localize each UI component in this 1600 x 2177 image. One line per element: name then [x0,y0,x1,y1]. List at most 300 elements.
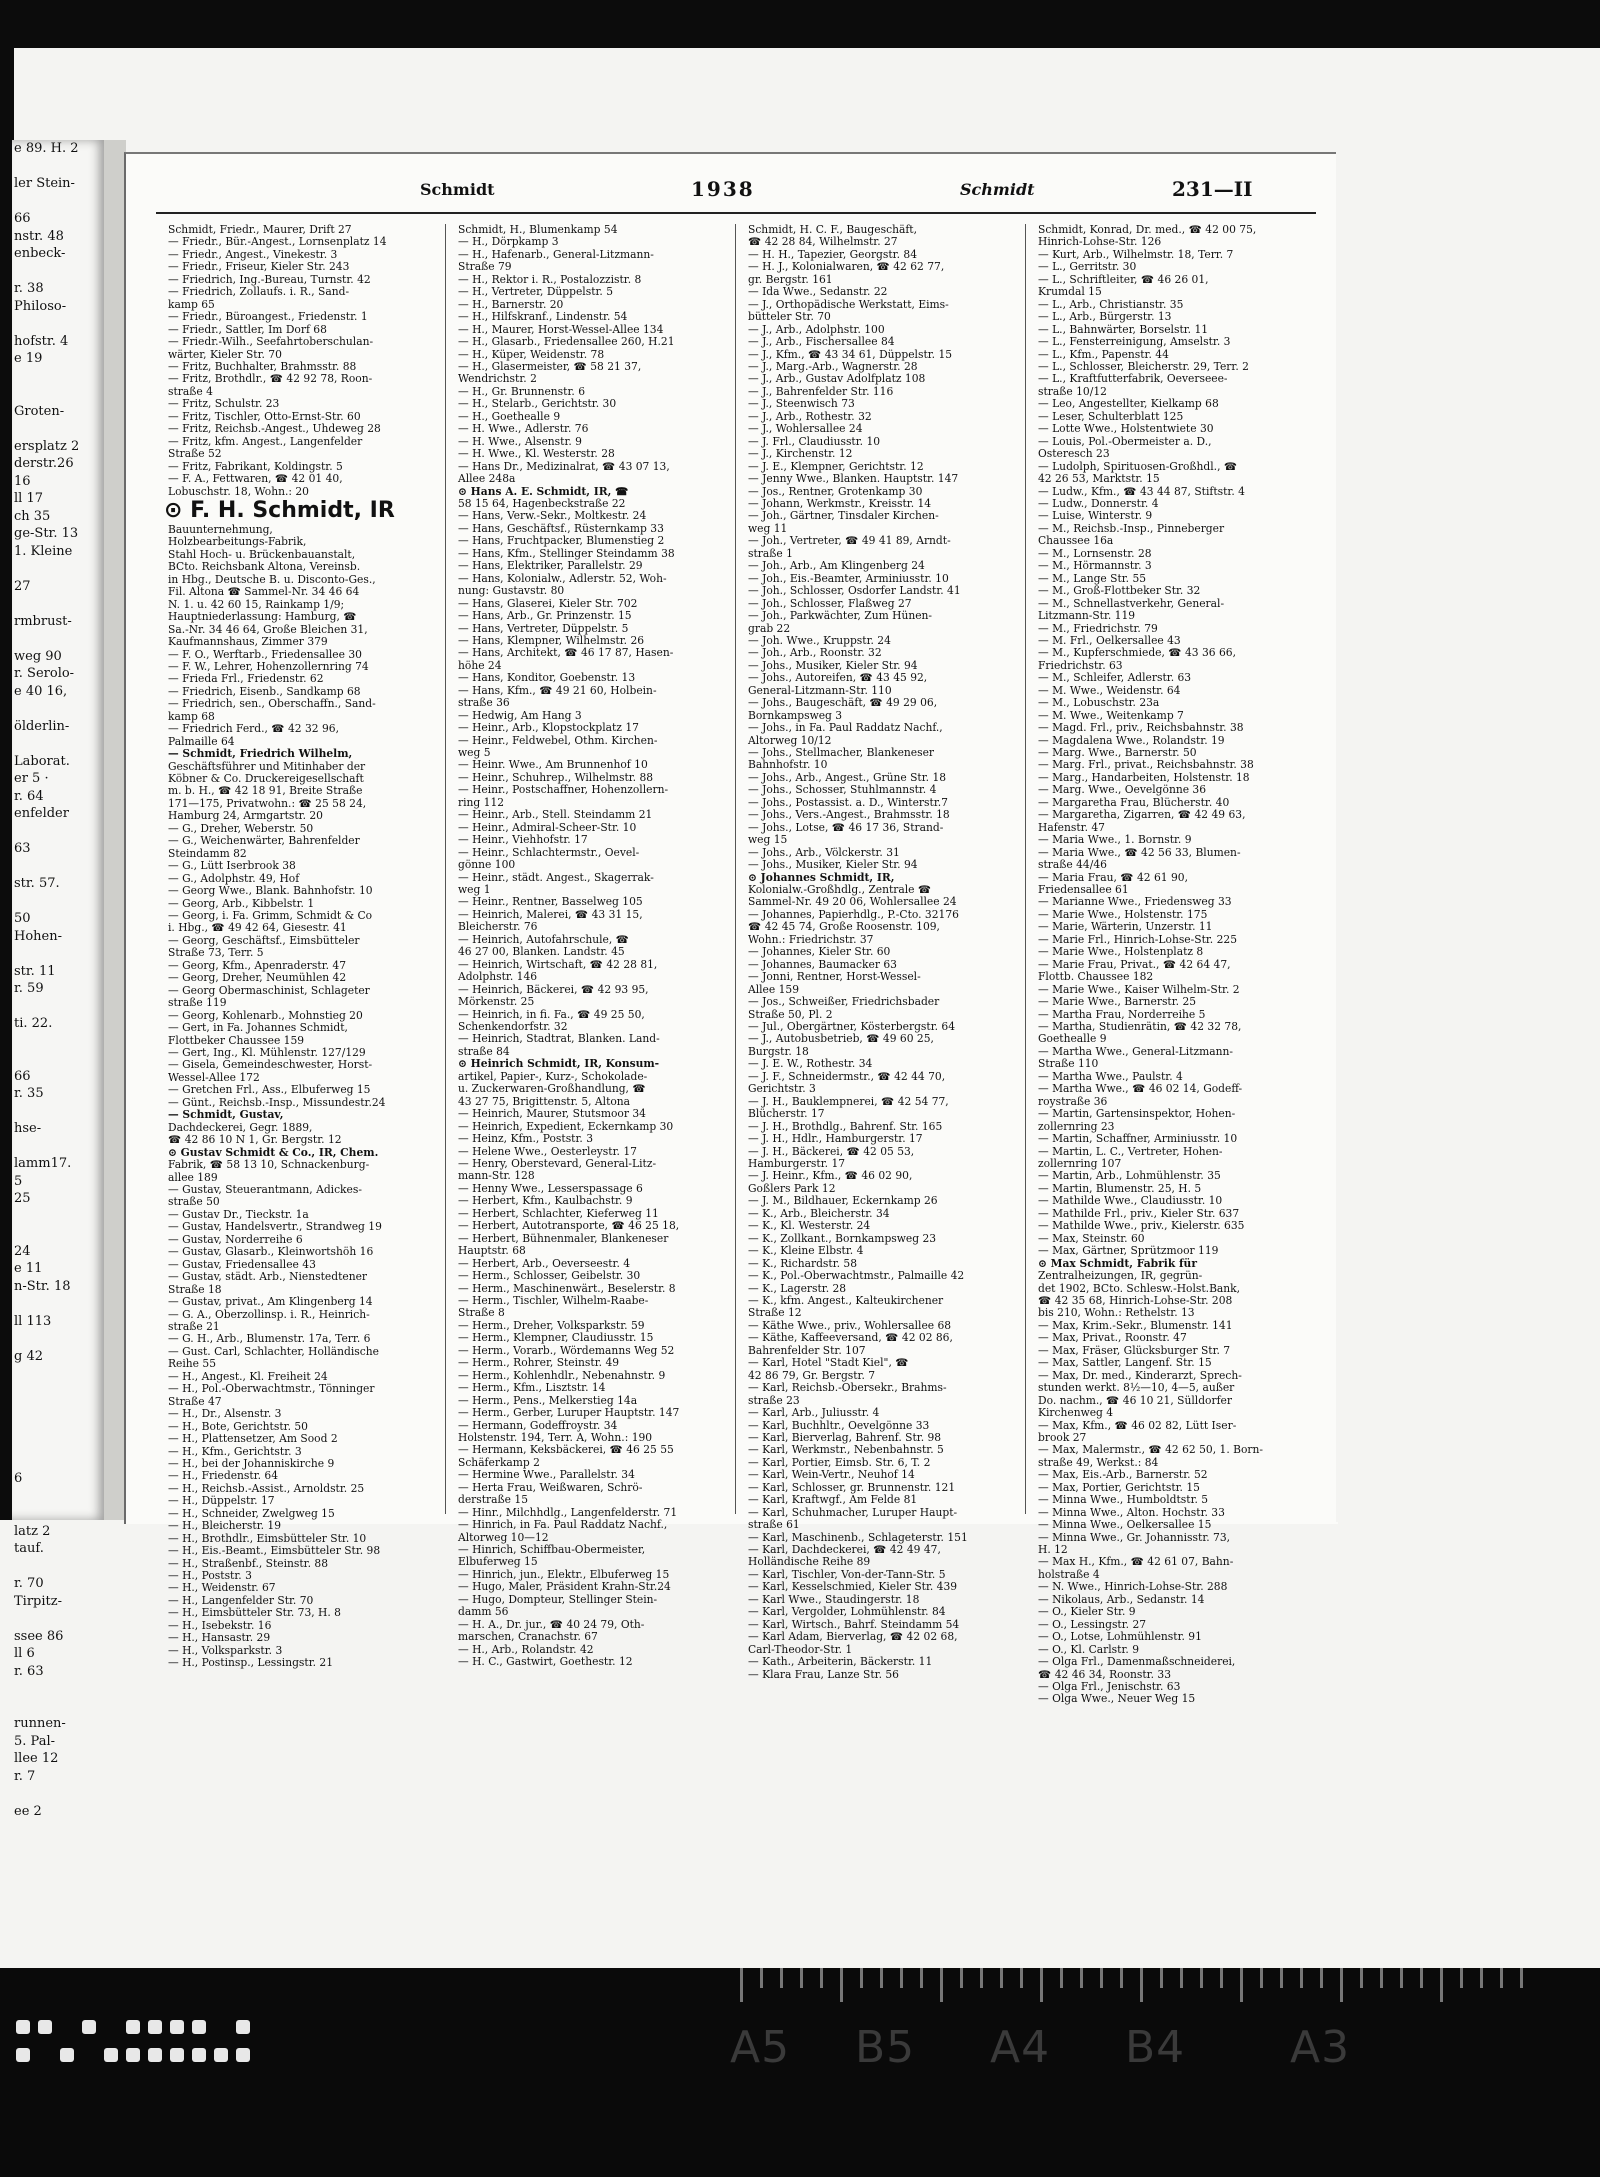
directory-entry: 42 86 79, Gr. Bergstr. 7 [748,1368,876,1382]
column-4 [1034,223,1315,1706]
directory-entry: — K., Kl. Westerstr. 24 [748,1219,871,1233]
previous-page-fragment [12,1855,107,1873]
directory-entry: — H., Arb., Rolandstr. 42 [458,1642,594,1656]
scale-tick [1160,1968,1163,1988]
directory-entry: — Herm., Gerber, Luruper Hauptstr. 147 [458,1406,680,1420]
directory-entry: — H., Isebekstr. 16 [168,1618,272,1632]
directory-entry: Hamburgerstr. 17 [748,1156,846,1170]
directory-entry: — M. Wwe., Weidenstr. 64 [1038,683,1181,697]
directory-entry: — Johs., Lotse, ☎ 46 17 36, Strand- [748,820,944,834]
directory-entry: — J., Kfm., ☎ 43 34 61, Düppelstr. 15 [748,347,953,361]
directory-entry: — Gustav Dr., Tieckstr. 1a [168,1207,309,1221]
previous-page-fragment: ll 6 [14,1646,35,1661]
directory-entry: — Margaretha, Zigarren, ☎ 42 49 63, [1038,808,1246,822]
previous-page-fragment [12,1435,107,1453]
directory-entry: — Käthe Wwe., priv., Wohlersallee 68 [748,1318,952,1332]
directory-entry: Stahl Hoch- u. Brückenbauanstalt, [168,547,356,561]
previous-page-fragment: r. 63 [14,1663,44,1679]
previous-page-fragment [12,700,107,718]
directory-entry: Straße 8 [458,1306,505,1320]
directory-entry: — M., Groß-Flottbeker Str. 32 [1038,584,1201,598]
directory-entry: — L., Fensterreinigung, Amselstr. 3 [1038,335,1231,349]
scale-tick [740,1968,743,2002]
directory-entry: — Joh., Eis.-Beamter, Arminiusstr. 10 [748,571,949,585]
directory-entry: — H. A., Dr. jur., ☎ 40 24 79, Oth- [458,1617,645,1631]
directory-entry: — Johannes, Kieler Str. 60 [748,945,891,959]
directory-entry: — Karl, Vergolder, Lohmühlenstr. 84 [748,1605,946,1619]
directory-entry: — H., Bleicherstr. 19 [168,1519,282,1533]
film-dot [170,2020,184,2034]
directory-entry: — Gustav, Handelsvertr., Strandweg 19 [168,1220,382,1234]
directory-entry: — Fritz, kfm. Angest., Langenfelder [168,434,363,448]
directory-entry: Wohn.: Friedrichstr. 37 [748,932,874,946]
scale-tick [1340,1968,1343,2002]
directory-entry: Straße 47 [168,1394,222,1408]
directory-entry: — Fritz, Schulstr. 23 [168,397,280,411]
film-dot [82,2020,96,2034]
scale-tick [840,1968,843,2002]
directory-entry: — M., Schleifer, Adlerstr. 63 [1038,671,1192,685]
directory-entry: — Friedrich Ferd., ☎ 42 32 96, [168,722,339,736]
directory-entry: kamp 65 [168,297,215,311]
film-dot [148,2020,162,2034]
directory-entry: — J. H., Brothdlg., Bahrenf. Str. 165 [748,1119,943,1133]
directory-entry: straße 119 [168,996,227,1010]
directory-entry: BCto. Reichsbank Altona, Vereinsb. [168,560,361,574]
directory-entry: — Gustav, Steuerantmann, Adickes- [168,1182,362,1196]
directory-entry: — Schmidt, Friedrich Wilhelm, [168,747,353,761]
directory-entry: Holländische Reihe 89 [748,1555,871,1569]
previous-page-fragment: Tirpitz- [14,1593,62,1609]
directory-entry: — Hermine Wwe., Parallelstr. 34 [458,1468,635,1482]
directory-entry: — Gisela, Gemeindeschwester, Horst- [168,1058,373,1072]
directory-entry: derstraße 15 [458,1493,528,1507]
directory-entry: — Hans, Klempner, Wilhelmstr. 26 [458,633,645,647]
directory-entry: Palmaille 64 [168,734,235,748]
directory-entry: — H., Küper, Weidenstr. 78 [458,347,605,361]
directory-entry: — M. Wwe., Weitenkamp 7 [1038,708,1184,722]
directory-entry: straße 49, Werkst.: 84 [1038,1455,1159,1469]
scale-tick [1480,1968,1483,1988]
directory-entry: — Herm., Kfm., Lisztstr. 14 [458,1381,606,1395]
directory-entry: — H., Bote, Gerichtstr. 50 [168,1419,308,1433]
directory-entry: Schenkendorfstr. 32 [458,1020,568,1033]
previous-page-fragment: r. 7 [14,1768,36,1784]
directory-entry: — Hedwig, Am Hang 3 [458,708,582,722]
directory-entry: — M., Reichsb.-Insp., Pinneberger [1038,521,1225,535]
directory-entry: — Karl, Schuhmacher, Luruper Haupt- [748,1505,958,1519]
directory-entry: — Johannes, Papierhdlg., P.-Cto. 32176 [748,907,959,921]
directory-entry: — H., Stelarb., Gerichtstr. 30 [458,397,617,411]
previous-page-fragment: 27 [14,578,31,594]
directory-entry: Hafenstr. 47 [1038,820,1105,834]
directory-entry: — Heinz, Kfm., Poststr. 3 [458,1132,594,1146]
directory-entry: — Herm., Pens., Melkerstieg 14a [458,1393,638,1407]
directory-entry: — H., Pol.-Oberwachtmstr., Tönninger [168,1382,375,1396]
directory-entry: — Johs., Vers.-Angest., Brahmsstr. 18 [748,808,950,822]
directory-entry: zollernring 23 [1038,1119,1115,1133]
directory-entry: — Hans, Glaserei, Kieler Str. 702 [458,596,638,610]
directory-entry: — L., Arb., Christianstr. 35 [1038,297,1184,311]
directory-entry: — Kath., Arbeiterin, Bäckerstr. 11 [748,1655,933,1669]
previous-page-fragment: tauf. [14,1541,44,1556]
previous-page-fragment [12,595,107,613]
scale-tick [1060,1968,1063,1988]
directory-entry: — Hinrich, in Fa. Paul Raddatz Nachf., [458,1518,668,1532]
previous-page-fragment: rmbrust- [14,613,72,629]
directory-entry: — Kurt, Arb., Wilhelmstr. 18, Terr. 7 [1038,247,1234,261]
directory-entry: — Jos., Schweißer, Friedrichsbader [748,995,940,1009]
directory-entry: — Hermann, Godeffroystr. 34 [458,1418,618,1432]
directory-entry: 46 27 00, Blanken. Landstr. 45 [458,945,625,959]
directory-entry: — Lotte Wwe., Holstentwiete 30 [1038,422,1214,436]
previous-page-fragment [12,420,107,438]
directory-entry: zollernring 107 [1038,1156,1122,1170]
directory-entry: — Ludolph, Spirituosen-Großhdl., ☎ [1038,459,1238,473]
directory-entry: — Karl, Tischler, Von-der-Tann-Str. 5 [748,1567,946,1581]
directory-entry: — J., Arb., Fischersallee 84 [748,335,895,349]
directory-entry: — Karl, Hotel "Stadt Kiel", ☎ [748,1356,909,1370]
page-header [126,177,1338,204]
previous-page-fragment: e 19 [14,351,43,366]
directory-entry: — J. E., Klempner, Gerichtstr. 12 [748,459,924,473]
directory-entry: — G., Weichenwärter, Bahrenfelder [168,834,360,848]
directory-entry: — Klara Frau, Lanze Str. 56 [748,1667,899,1681]
directory-entry: — J., Steenwisch 73 [748,397,855,411]
directory-entry: — J., Marg.-Arb., Wagnerstr. 28 [748,359,918,373]
directory-entry: — Johs., Musiker, Kieler Str. 94 [748,858,918,872]
directory-entry: Flottb. Chaussee 182 [1038,970,1154,984]
directory-entry: Hauptstr. 68 [458,1244,526,1258]
directory-entry: — Max, Sattler, Langenf. Str. 15 [1038,1356,1212,1370]
directory-entry: — Hans, Verw.-Sekr., Moltkestr. 24 [458,509,647,523]
directory-entry: — J. H., Hdlr., Hamburgerstr. 17 [748,1132,923,1146]
directory-entry: — K., kfm. Angest., Kalteukirchener [748,1293,944,1307]
directory-entry: — Max, Dr. med., Kinderarzt, Sprech- [1038,1368,1242,1382]
scale-label: A5 [730,2022,791,2073]
directory-entry: Allee 248a [458,472,516,486]
directory-entry: — Herbert, Schlachter, Kieferweg 11 [458,1206,659,1220]
directory-entry: — H., Maurer, Horst-Wessel-Allee 134 [458,322,664,336]
directory-entry: — J., Bahrenfelder Str. 116 [748,384,894,398]
directory-entry: — M., Kupferschmiede, ☎ 43 36 66, [1038,646,1236,660]
film-dot [192,2048,206,2062]
scale-label: B5 [855,2022,916,2073]
directory-entry: — Gustav, Glasarb., Kleinwortshöh 16 [168,1245,374,1259]
book-gutter [104,140,126,1520]
directory-entry: — O., Lotse, Lohmühlenstr. 91 [1038,1630,1202,1644]
previous-page-fragment [12,945,107,963]
directory-entry: — K., Zollkant., Bornkampsweg 23 [748,1231,937,1245]
directory-entry: Bleicherstr. 76 [458,920,538,934]
directory-entry: — H., Eis.-Beamt., Eimsbütteler Str. 98 [168,1544,381,1558]
directory-entry: — Johs., Autoreifen, ☎ 43 45 92, [748,671,928,685]
directory-entry: — Magdalena Wwe., Rolandstr. 19 [1038,733,1225,747]
previous-page-fragment [12,560,107,578]
directory-entry: — H. H., Tapezier, Georgstr. 84 [748,247,918,261]
previous-page-fragment: enfelder [14,806,69,821]
directory-entry: — Heinrich, Expedient, Eckernkamp 30 [458,1119,674,1133]
directory-entry: ring 112 [458,795,505,809]
directory-entry: Straße 52 [168,447,222,461]
directory-entry: — Heinr., Postschaffner, Hohenzollern- [458,783,669,797]
directory-entry: Litzmann-Str. 119 [1038,609,1136,623]
scale-tick [900,1968,903,1988]
directory-entry: m. b. H., ☎ 42 18 91, Breite Straße [168,784,363,798]
previous-page-fragment: e 89. H. 2 [14,141,79,156]
directory-entry: ☎ 42 45 74, Große Roosenstr. 109, [748,920,940,934]
previous-page-fragment: 1. Kleine [14,543,73,559]
directory-entry: Köbner & Co. Druckereigesellschaft [168,772,364,786]
directory-entry: — Friedr., Büroangest., Friedenstr. 1 [168,310,368,324]
directory-entry: — Marg. Frl., privat., Reichsbahnstr. 38 [1038,758,1254,772]
directory-entry: — Herm., Maschinenwärt., Beselerstr. 8 [458,1281,676,1295]
directory-entry: — Jonni, Rentner, Horst-Wessel- [748,970,921,984]
directory-entry: — Friedr.-Wilh., Seefahrtoberschulan- [168,335,374,349]
directory-entry: — Karl, Wein-Vertr., Neuhof 14 [748,1468,915,1482]
directory-entry: — Karl Wwe., Staudingerstr. 18 [748,1592,920,1606]
directory-entry: — K., Arb., Bleicherstr. 34 [748,1206,890,1220]
previous-page-fragment: Groten- [14,403,65,419]
scale-label: B4 [1125,2022,1186,2073]
directory-entry: — F. O., Werftarb., Friedensallee 30 [168,647,362,661]
scale-tick [1000,1968,1003,1988]
film-dot [192,2020,206,2034]
previous-page-fragment: ge-Str. 13 [14,526,79,541]
directory-entry: gönne 100 [458,858,516,872]
directory-entry: — Marie Frau, Privat., ☎ 42 64 47, [1038,957,1231,971]
directory-entry: — Martha Wwe., ☎ 46 02 14, Godeff- [1038,1082,1243,1096]
previous-page-fragment [12,1330,107,1348]
previous-page-fragment: e 11 [14,1261,43,1276]
previous-page-fragment: ölderlin- [14,718,70,734]
directory-entry: Bauunternehmung, [168,522,273,536]
directory-entry: — G., Adolphstr. 49, Hof [168,871,300,885]
directory-entry: — Martin, Gartensinspektor, Hohen- [1038,1107,1236,1121]
directory-entry: — Johs., Baugeschäft, ☎ 49 29 06, [748,696,938,710]
directory-entry: — Georg, Arb., Kibbelstr. 1 [168,896,315,910]
directory-entry: holstraße 4 [1038,1567,1100,1581]
previous-page-fragment: 50 [14,911,31,926]
directory-entry: brook 27 [1038,1430,1087,1444]
directory-entry: straße 23 [748,1393,800,1407]
previous-page-fragment [12,1505,107,1523]
directory-entry: — Max, Krim.-Sekr., Blumenstr. 141 [1038,1318,1233,1332]
directory-entry: Do. nachm., ☎ 46 10 21, Sülldorfer [1038,1393,1232,1407]
directory-entry: — H., Düppelstr. 17 [168,1494,275,1508]
directory-entry: — Mathilde Frl., priv., Kieler Str. 637 [1038,1206,1240,1220]
directory-entry: — Georg Wwe., Blank. Bahnhofstr. 10 [168,884,373,898]
previous-page-edge [12,140,107,1819]
directory-entry: — H., Hafenarb., General-Litzmann- [458,247,654,261]
directory-entry: Sammel-Nr. 49 20 06, Wohlersallee 24 [748,895,957,909]
directory-entry: Zentralheizungen, IR, gegrün- [1038,1269,1203,1283]
directory-entry: Fabrik, ☎ 58 13 10, Schnackenburg- [168,1158,370,1172]
directory-entry: — Hans, Kfm., Stellinger Steindamm 38 [458,546,675,560]
directory-entry: — H., Brothdlr., Eimsbütteler Str. 10 [168,1531,367,1545]
directory-entry: — Fritz, Tischler, Otto-Ernst-Str. 60 [168,409,361,423]
directory-entry: wärter, Kieler Str. 70 [168,347,282,361]
directory-entry: — Martha Frau, Norderreihe 5 [1038,1007,1206,1021]
directory-entry: — Heinrich, Wirtschaft, ☎ 42 28 81, [458,957,658,971]
directory-entry: ⊙ Heinrich Schmidt, IR, Konsum- [458,1057,660,1071]
directory-entry: — H. J., Kolonialwaren, ☎ 42 62 77, [748,260,945,274]
previous-page-fragment [12,998,107,1016]
directory-entry: — Heinr. Wwe., Am Brunnenhof 10 [458,758,648,772]
previous-page-fragment [12,193,107,211]
previous-page-fragment: hofstr. 4 [14,333,69,349]
directory-entry: 42 26 53, Marktstr. 15 [1038,472,1160,486]
page-right-margin [1336,152,1386,1522]
directory-entry: Schäferkamp 2 [458,1455,540,1469]
directory-entry: — Gert, Ing., Kl. Mühlenstr. 127/129 [168,1046,366,1059]
previous-page-fragment [12,1138,107,1156]
directory-entry: — Günt., Reichsb.-Insp., Missundestr.24 [168,1095,386,1109]
directory-entry: — J., Autobusbetrieb, ☎ 49 60 25, [748,1032,934,1046]
film-dot [60,2048,74,2062]
directory-entry: — H. Wwe., Kl. Westerstr. 28 [458,447,615,461]
directory-entry: — Herta Frau, Weißwaren, Schrö- [458,1480,643,1494]
previous-page-fragment [12,1558,107,1576]
directory-entry: Goßlers Park 12 [748,1181,836,1195]
previous-page-fragment [12,735,107,753]
header-left-name: Schmidt [420,180,495,199]
directory-entry: — Martin, Arb., Lohmühlenstr. 35 [1038,1169,1221,1183]
previous-page-fragment: nstr. 48 [14,228,64,244]
film-dot [236,2020,250,2034]
directory-entry: — M., Schnellastverkehr, General- [1038,596,1225,610]
film-dot [236,2048,250,2062]
directory-entry: — Hans, Kfm., ☎ 49 21 60, Holbein- [458,683,657,697]
previous-page-fragment [12,1050,107,1068]
previous-page-fragment: 25 [14,1191,31,1206]
directory-entry: — Ida Wwe., Sedanstr. 22 [748,285,888,299]
directory-entry: — Max H., Kfm., ☎ 42 61 07, Bahn- [1038,1555,1234,1569]
directory-entry: — Max, Portier, Gerichtstr. 15 [1038,1480,1200,1494]
directory-entry: Steindamm 82 [168,846,247,860]
directory-entry: Sa.-Nr. 34 46 64, Große Bleichen 31, [168,622,368,636]
directory-entry: bütteler Str. 70 [748,310,831,324]
directory-entry: — H., Hansastr. 29 [168,1631,271,1645]
directory-page [124,152,1338,1706]
directory-entry: — Heinrich, Maurer, Stutsmoor 34 [458,1107,646,1121]
directory-entry: — J. F., Schneidermstr., ☎ 42 44 70, [748,1069,946,1083]
directory-entry: — Friedr., Friseur, Kieler Str. 243 [168,260,350,274]
directory-entry: Straße 79 [458,260,512,274]
directory-entry: — Hans, Architekt, ☎ 46 17 87, Hasen- [458,646,674,660]
previous-page-fragment [12,1873,107,1891]
scale-tick [1440,1968,1443,2002]
previous-page-fragment [12,1488,107,1506]
directory-entry: — Hans, Arb., Gr. Prinzenstr. 15 [458,609,632,623]
directory-entry: — Minna Wwe., Gr. Johannisstr. 73, [1038,1530,1231,1544]
directory-entry: — Johs., Musiker, Kieler Str. 94 [748,658,918,672]
scale-tick [1400,1968,1403,1988]
directory-entry: — Nikolaus, Arb., Sedanstr. 14 [1038,1592,1205,1606]
directory-entry: ☎ 42 46 34, Roonstr. 33 [1038,1667,1172,1681]
column-1 [164,223,446,1670]
directory-entry: Straße 50, Pl. 2 [748,1007,833,1021]
directory-entry: — G., Dreher, Weberstr. 50 [168,821,314,835]
directory-entry: — L., Schlosser, Bleicherstr. 29, Terr. 2 [1038,359,1249,373]
previous-page-fragment [12,1680,107,1698]
directory-entry: — Minna Wwe., Oelkersallee 15 [1038,1518,1212,1532]
directory-entry: — Karl, Dachdeckerei, ☎ 42 49 47, [748,1543,941,1557]
directory-entry: — O., Kl. Carlstr. 9 [1038,1642,1139,1656]
directory-entry: — Heinr., Feldwebel, Othm. Kirchen- [458,733,658,747]
directory-entry: — L., Arb., Bürgerstr. 13 [1038,310,1172,324]
directory-entry: — H., Angest., Kl. Freiheit 24 [168,1369,328,1383]
directory-entry: — K., Pol.-Oberwachtmstr., Palmaille 42 [748,1269,965,1283]
directory-entry: — Johs., Arb., Völckerstr. 31 [748,845,900,859]
directory-entry: — J. H., Bäckerei, ☎ 42 05 53, [748,1144,915,1158]
scale-tick [780,1968,783,1988]
directory-entry: — Heinrich, Autofahrschule, ☎ [458,932,629,946]
scan-top-border [0,0,1600,48]
directory-entry: Chaussee 16a [1038,534,1114,548]
column-3 [744,223,1026,1681]
directory-entry: — Heinr., Viehhofstr. 17 [458,833,588,847]
directory-entry: — M., Lornsenstr. 28 [1038,546,1152,560]
previous-page-fragment: Hohen- [14,928,62,944]
directory-entry: Holzbearbeitungs-Fabrik, [168,535,307,549]
directory-entry: — Max, Steinstr. 60 [1038,1231,1145,1245]
directory-entry: — Heinrich, Malerei, ☎ 43 31 15, [458,907,643,921]
directory-entry: — M., Lange Str. 55 [1038,571,1147,585]
directory-entry: Holstenstr. 194, Terr. A, Wohn.: 190 [458,1430,653,1444]
directory-entry: allee 189 [168,1170,218,1184]
directory-entry: — Karl, Maschinenb., Schlageterstr. 151 [748,1530,968,1544]
directory-entry: — Friedrich, Ing.-Bureau, Turnstr. 42 [168,272,371,286]
directory-entry: — Max, Malermstr., ☎ 42 62 50, 1. Born- [1038,1443,1264,1457]
directory-entry: — Mathilde Wwe., Claudiusstr. 10 [1038,1194,1223,1208]
previous-page-fragment: weg 90 [14,648,62,664]
directory-entry: — Martin, Blumenstr. 25, H. 5 [1038,1181,1202,1195]
directory-entry: — J., Arb., Rothestr. 32 [748,409,872,423]
directory-entry: straße 61 [748,1518,800,1532]
directory-entry: bis 210, Wohn.: Rethelstr. 13 [1038,1306,1195,1320]
previous-page-fragment [12,315,107,333]
directory-entry: — Karl, Buchhltr., Oevelgönne 33 [748,1418,930,1432]
directory-entry: in Hbg., Deutsche B. u. Disconto-Ges., [168,572,376,586]
directory-entry: — Martin, Schaffner, Arminiusstr. 10 [1038,1132,1238,1146]
directory-entry: — H., Glasarb., Friedensallee 260, H.21 [458,335,675,349]
previous-page-fragment: ll 17 [14,491,43,506]
directory-entry: Hamburg 24, Armgartstr. 20 [168,809,323,823]
directory-entry: — L., Bahnwärter, Borselstr. 11 [1038,322,1209,336]
scale-tick [1040,1968,1043,2002]
scale-tick [1140,1968,1143,2002]
directory-entry: — H., Plattensetzer, Am Sood 2 [168,1432,338,1446]
directory-entry: — H., Volksparkstr. 3 [168,1643,283,1657]
directory-entry: — Herbert, Arb., Oeverseestr. 4 [458,1256,631,1270]
directory-entry: — Joh., Gärtner, Tinsdaler Kirchen- [748,509,939,523]
directory-entry: — Herbert, Kfm., Kaulbachstr. 9 [458,1194,633,1208]
directory-entry: — M. Frl., Oelkersallee 43 [1038,633,1181,647]
directory-entry: ☎ 42 35 68, Hinrich-Lohse-Str. 208 [1038,1293,1233,1307]
previous-page-fragment [12,1418,107,1436]
film-dot [16,2020,30,2034]
directory-entry: — Johs., Schosser, Stuhlmannstr. 4 [748,783,937,797]
directory-entry: — Gert, in Fa. Johannes Schmidt, [168,1021,348,1035]
previous-page-fragment: ch 35 [14,508,51,524]
directory-entry: — Max, Eis.-Arb., Barnerstr. 52 [1038,1468,1208,1482]
directory-entry: — Herbert, Autotransporte, ☎ 46 25 18, [458,1219,680,1233]
directory-entry: Schmidt, Konrad, Dr. med., ☎ 42 00 75, [1038,223,1257,236]
previous-page-fragment [12,823,107,841]
directory-entry: — J., Arb., Gustav Adolfplatz 108 [748,372,926,386]
directory-entry: nung: Gustavstr. 80 [458,584,565,598]
